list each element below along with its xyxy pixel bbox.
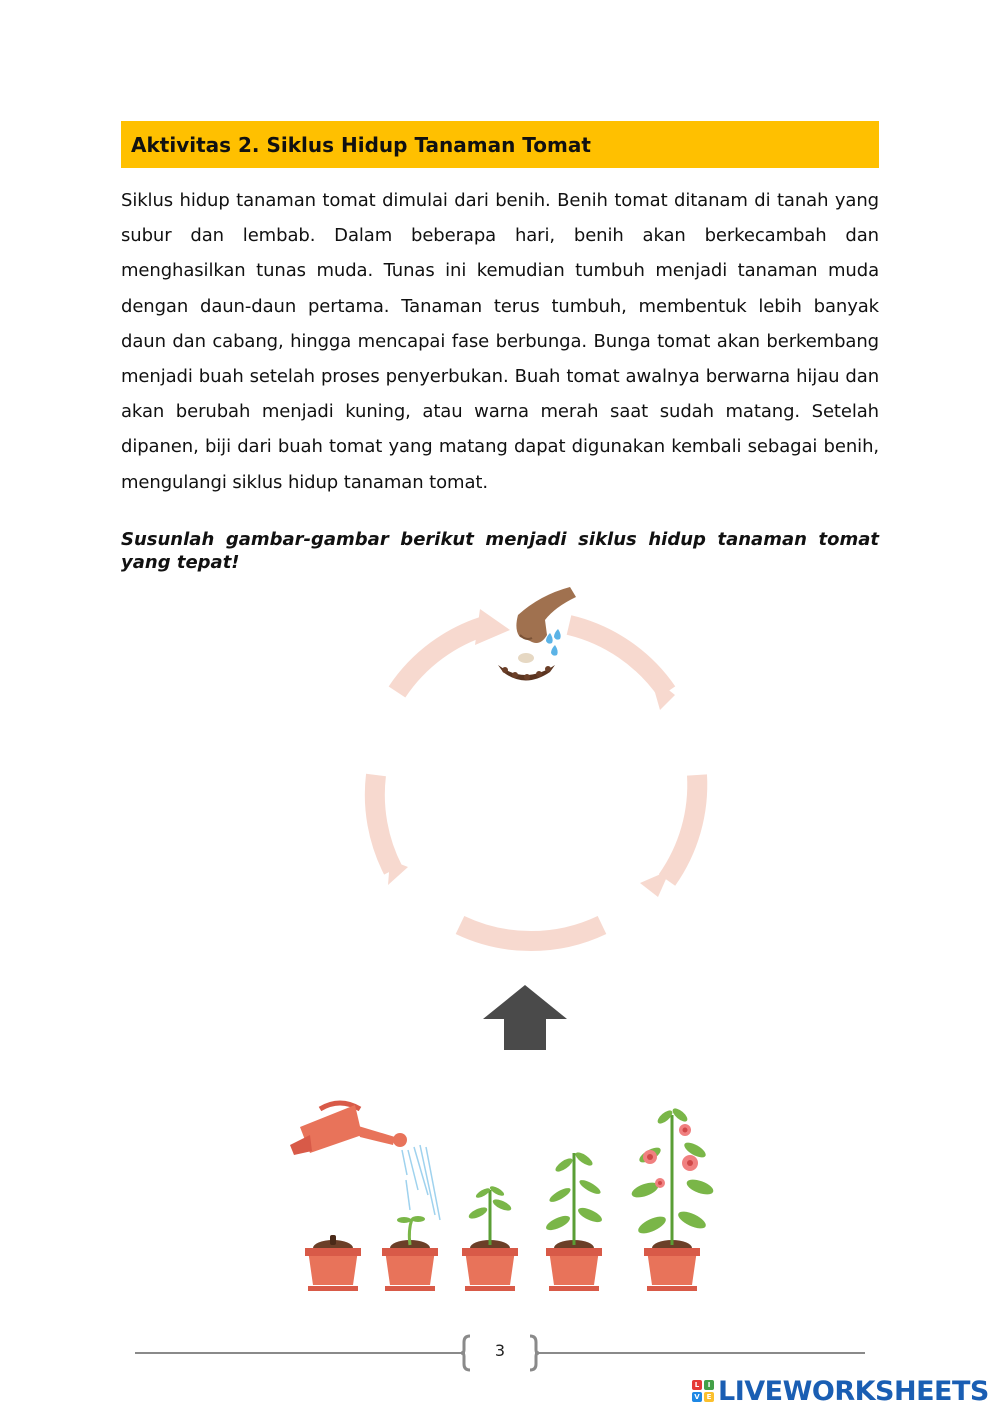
cycle-arrow-left [375, 775, 393, 870]
pot-stage-3 [462, 1184, 518, 1291]
up-arrow-icon [480, 982, 570, 1054]
cycle-arrowhead-top [475, 609, 510, 645]
pot-stage-1 [305, 1235, 361, 1291]
activity-title: Aktivitas 2. Siklus Hidup Tanaman Tomat [131, 132, 591, 157]
lifecycle-cycle-diagram [340, 575, 740, 965]
pot-stage-5 [630, 1106, 715, 1291]
cycle-arrowhead-left [388, 860, 408, 885]
liveworksheets-logo [692, 1376, 989, 1406]
pot-stage-4 [544, 1150, 604, 1291]
cycle-arrowhead-right-bottom [640, 870, 670, 897]
liveworksheets-wordmark: LIVEWORKSHEETS [718, 1375, 989, 1407]
watering-can-image [290, 1103, 440, 1220]
activity-title-bar [121, 121, 879, 168]
plant-growth-stages-image [280, 1095, 730, 1300]
instruction-text: Susunlah gambar-gambar berikut menjadi siklus hidup tanaman tomat yang tepat! [121, 529, 879, 573]
pot-stage-2 [382, 1216, 438, 1291]
lifecycle-paragraph: Siklus hidup tanaman tomat dimulai dari benih. Benih tomat ditanam di tanah yang subur dan lembab. Dalam beberapa hari, benih akan berkecambah dan menghasilkan tunas muda. Tunas ini kemudian tumbuh menjadi tanaman muda dengan daun-daun pertama. Tanaman terus tumbuh, membentuk lebih banyak daun dan cabang, hingga mencapai fase berbunga. Bunga tomat akan berkembang menjadi buah setelah proses penyerbukan. Buah tomat awalnya berwarna hijau dan akan berubah menjadi kuning, atau warna merah saat sudah matang. Setelah dipanen, biji dari buah tomat yang matang dapat digunakan kembali sebagai benih, mengulangi siklus hidup tanaman tomat. [121, 190, 879, 493]
cycle-arrow-right [667, 775, 697, 880]
seed-planting-image [498, 587, 576, 681]
cycle-arrow-top-left [397, 625, 488, 692]
cycle-arrow-bottom [460, 925, 602, 941]
cycle-arrows [375, 625, 697, 941]
page-number: 3 [494, 1341, 506, 1360]
liveworksheets-icon: L I V E [692, 1380, 714, 1402]
